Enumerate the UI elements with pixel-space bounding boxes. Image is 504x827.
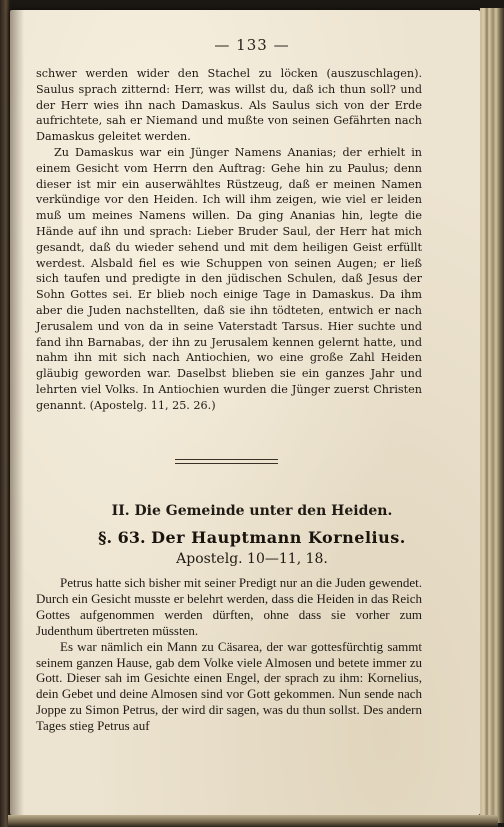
page-number: — 133 — (214, 36, 290, 54)
fraktur-text-block (36, 66, 422, 414)
page-edges-right (480, 8, 504, 823)
paragraph-saulus-conversion: schwer werden wider den Stachel zu löcken (auszuschlagen). Saulus sprach zitternd: Herr, was willst du, daß ich thun soll? und der Herr wies ihn nach Damaskus. Als Saulus sich von der Erde aufrichtete, sah er Niemand und mußte von seinen Gefährten nach Damaskus geleitet werden. (36, 67, 422, 144)
lesson-title: Der Hauptmann Kornelius. (151, 528, 406, 547)
lesson-heading (0, 528, 504, 547)
paragraph-ananias: Zu Damaskus war ein Jünger Namens Ananias; der erhielt in einem Gesicht vom Herrn den Auftrag: Gehe hin zu Paulus; denn dieser ist mir ein auserwähltes Rüstzeug, daß er meinen Namen verkündige vor den Heiden. Ich will ihm zeigen, wie viel er leiden muß um meines Namens willen. Da ging Ananias hin, legte die Hände auf ihn und sprach: Lieber Bruder Saul, der Herr hat mich gesandt, daß du wieder sehend und mit dem heiligen Geist erfüllt werdest. Alsbald fiel es wie Schuppen von seinen Augen; er ließ sich taufen und predigte in den jüdischen Schulen, daß Jesus der Sohn Gottes sei. Er blieb noch einige Tage in Damaskus. Da ihm aber die Juden nachstellten, daß sie ihn tödteten, entwich er nach Jerusalem und von da in seine Vaterstadt Tarsus. Hier suchte und fand ihn Barnabas, der ihn zu Jerusalem kennen gelernt hatte, und nahm ihn mit sich nach Antiochien, wo eine große Zahl Heiden gläubig geworden war. Daselbst blieben sie ein ganzes Jahr und lehrten viel Volks. In Antiochien wurden die Jünger zuerst Christen genannt. (Apostelg. 11, 25. 26.) (36, 145, 422, 412)
roman-text-block (36, 575, 422, 734)
paragraph-petrus-intro: Petrus hatte sich bisher mit seiner Predigt nur an die Juden gewendet. Durch ein Gesicht musste er belehrt werden, dass die Heiden in das Reich Gottes aufgenommen werden dürften, ohne dass sie vorher zum Judenthum übertreten müssten. (36, 575, 422, 638)
section-heading: II. Die Gemeinde unter den Heiden. (111, 503, 393, 519)
section-divider (175, 459, 278, 464)
page-gutter-shadow (10, 10, 24, 815)
paragraph-caesarea: Es war nämlich ein Mann zu Cäsarea, der war gottesfürchtig sammt seinem ganzen Hause, gab dem Volke viele Almosen und betete immer zu Gott. Dieser sah im Gesichte einen Engel, der sprach zu ihm: Kornelius, dein Gebet und deine Almosen sind vor Gott gekommen. Nun sende nach Joppe zu Simon Petrus, der wird dir sagen, was du thun sollst. Des andern Tages stieg Petrus auf (36, 638, 422, 734)
scripture-reference: Apostelg. 10—11, 18. (176, 551, 328, 567)
page-edges-bottom (8, 815, 498, 827)
lesson-number: §. 63. (98, 528, 146, 547)
